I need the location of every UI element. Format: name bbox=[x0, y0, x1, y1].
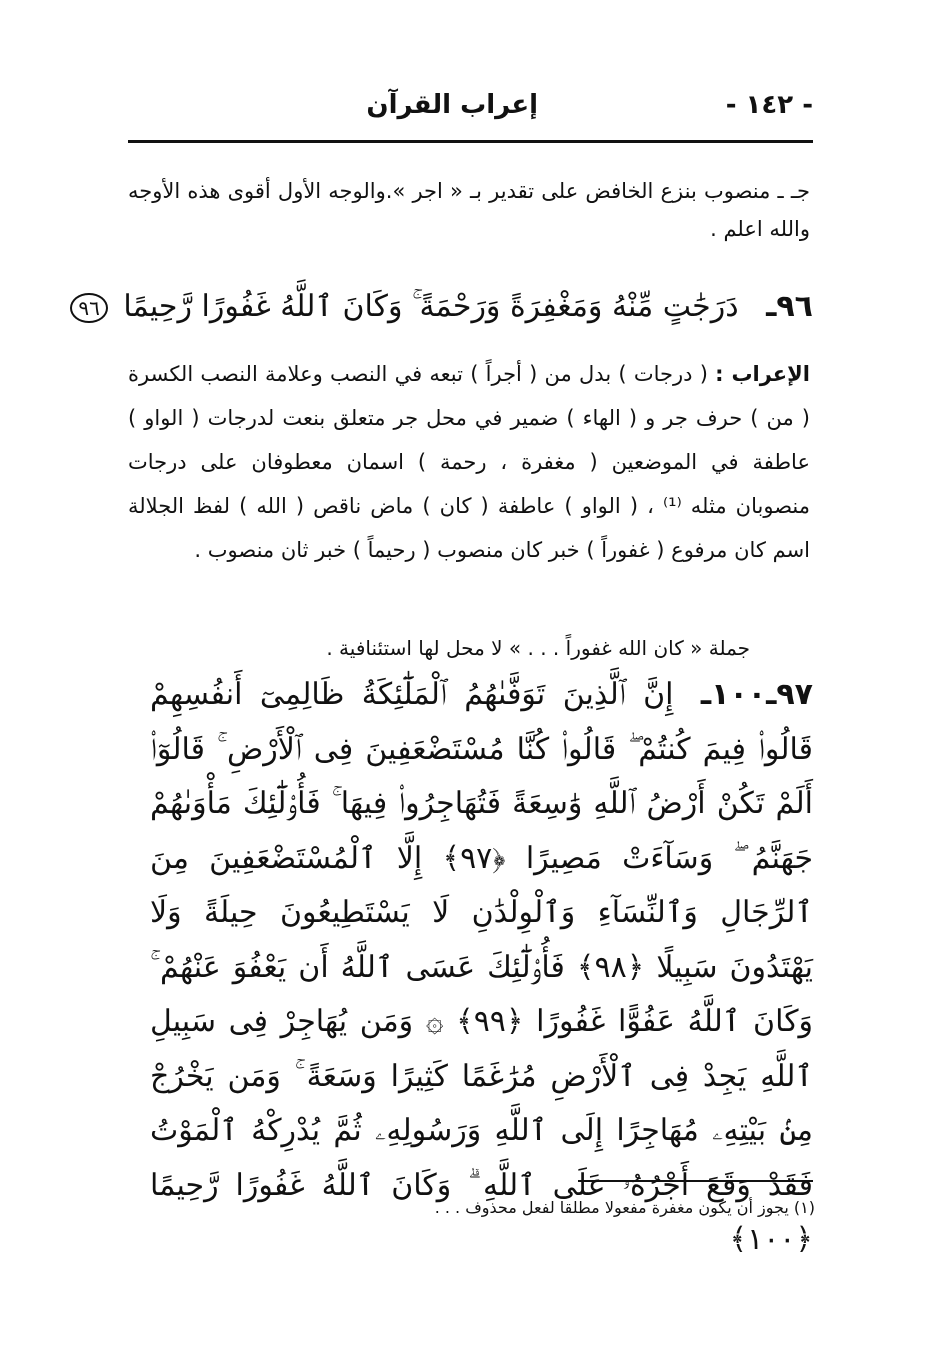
verse-96 bbox=[78, 285, 813, 329]
footnote-rule bbox=[578, 1180, 813, 1182]
verses-text: إِنَّ ٱلَّذِينَ تَوَفَّىٰهُمُ ٱلْمَلَٰٓئِكَةُ ظَالِمِىٓ أَنفُسِهِمْ قَالُوا۟ فِيمَ كُنتُمْ ۖ قَالُوا۟ كُنَّا مُسْتَضْعَفِينَ فِى ٱلْأَرْضِ ۚ قَالُوٓا۟ أَلَمْ تَكُنْ أَرْضُ ٱللَّهِ وَٰسِعَةً فَتُهَاجِرُوا۟ فِيهَا ۚ فَأُو۟لَٰٓئِكَ مَأْوَىٰهُمْ جَهَنَّمُ ۖ وَسَآءَتْ مَصِيرًا ﴿٩٧﴾ إِلَّا ٱلْمُسْتَضْعَفِينَ مِنَ ٱلرِّجَالِ وَٱلنِّسَآءِ وَٱلْوِلْدَٰنِ لَا يَسْتَطِيعُونَ حِيلَةً وَلَا يَهْتَدُونَ سَبِيلًا ﴿٩٨﴾ فَأُو۟لَٰٓئِكَ عَسَى ٱللَّهُ أَن يَعْفُوَ عَنْهُمْ ۚ وَكَانَ ٱللَّهُ عَفُوًّا غَفُورًا ﴿٩٩﴾ ۞ وَمَن يُهَاجِرْ فِى سَبِيلِ ٱللَّهِ يَجِدْ فِى ٱلْأَرْضِ مُرَٰغَمًا كَثِيرًا وَسَعَةً ۚ وَمَن يَخْرُجْ مِنۢ بَيْتِهِۦ مُهَاجِرًا إِلَى ٱللَّهِ وَرَسُولِهِۦ ثُمَّ يُدْرِكْهُ ٱلْمَوْتُ فَقَدْ وَقَعَ أَجْرُهُۥ عَلَى ٱللَّهِ ۗ وَكَانَ ٱللَّهُ غَفُورًا رَّحِيمًا ﴿١٠٠﴾ bbox=[150, 677, 814, 1257]
verse-number: ٩٦ـ bbox=[766, 289, 813, 324]
verses-97-100 bbox=[150, 668, 813, 1268]
page-number: - ١٤٢ - bbox=[725, 90, 813, 120]
ayah-marker: ٩٦ bbox=[70, 293, 107, 323]
verse-text: دَرَجَٰتٍ مِّنْهُ وَمَغْفِرَةً وَرَحْمَةً ۚ وَكَانَ ٱللَّهُ غَفُورًا رَّحِيمًا bbox=[123, 289, 739, 324]
irab-paragraph bbox=[128, 352, 810, 572]
page-header bbox=[128, 88, 813, 128]
irab-label: الإعراب : bbox=[715, 362, 810, 386]
header-rule bbox=[128, 140, 813, 143]
footnote: (١) يجوز أن يكون مغفرة مفعولا مطلقا لفعل محذوف . . . bbox=[434, 1198, 815, 1217]
intro-paragraph: جـ ـ منصوب بنزع الخافض على تقدير بـ « اجر ».والوجه الأول أقوى هذه الأوجه والله اعلم . bbox=[128, 179, 810, 241]
irab-text: ( درجات ) بدل من ( أجراً ) تبعه في النصب وعلامة النصب الكسرة ( من ) حرف جر و ( الهاء ) ضمير في محل جر متعلق بنعت لدرجات ( الواو ) عاطفة في الموضعين ( مغفرة ، رحمة ) اسمان معطوفان على درجات منصوبان مثله ⁽¹⁾ ، ( الواو ) عاطفة ( كان ) ماض ناقص ( الله ) لفظ الجلالة اسم كان مرفوع ( غفوراً ) خبر كان منصوب ( رحيماً ) خبر ثان منصوب . bbox=[128, 362, 810, 562]
verses-number: ٩٧ـ١٠٠ـ bbox=[700, 677, 813, 712]
jumla-note: جملة « كان الله غفوراً . . . » لا محل لها استئنافية . bbox=[326, 636, 750, 660]
running-title: إعراب القرآن bbox=[366, 90, 538, 120]
